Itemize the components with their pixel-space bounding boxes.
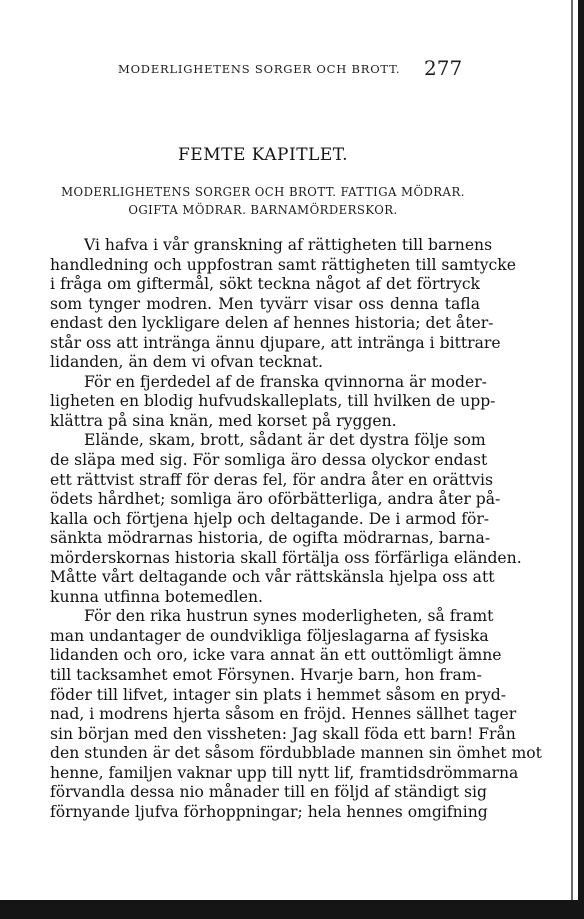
chapter-subtitle-line: MODERLIGHETENS SORGER OCH BROTT. FATTIGA MÖDRAR.	[61, 185, 465, 199]
body-text-line: som tynger modren. Men tyvärr visar oss denna tafla	[50, 294, 480, 313]
body-text-line: förnyande ljufva förhoppningar; hela hennes omgifning	[50, 802, 488, 821]
body-text-line: man undantager de oundvikliga följeslagarna af fysiska	[50, 626, 489, 645]
body-text-line: Elände, skam, brott, sådant är det dystra följe som	[84, 431, 486, 450]
body-text-line: Måtte vårt deltagande och vår rättskänsla hjelpa oss att	[50, 568, 495, 587]
body-text-line: de släpa med sig. För somliga äro dessa olyckor endast	[50, 451, 488, 470]
body-text-line: den stunden är det såsom fördubblade mannen sin ömhet mot	[50, 744, 542, 763]
body-text-line: endast den lyckligare delen af hennes historia; det åter-	[50, 314, 494, 333]
body-text-line: lidanden och oro, icke vara annat än ett outtömligt ämne	[50, 646, 502, 665]
body-text-line: kalla och förtjena hjelp och deltagande. De i armod för-	[50, 509, 490, 528]
chapter-title: FEMTE KAPITLET.	[178, 145, 348, 165]
body-text-line: För den rika hustrun synes moderligheten, så framt	[84, 607, 494, 626]
body-text-line: ödets hårdhet; somliga äro oförbätterliga, andra åter på-	[50, 490, 501, 509]
body-text-line: kunna utfinna botemedlen.	[50, 587, 263, 606]
body-text-line: För en fjerdedel af de franska qvinnorna är moder-	[84, 372, 487, 391]
body-text	[50, 236, 542, 822]
chapter-subtitle	[48, 183, 478, 219]
body-text-line: ett rättvist straff för deras fel, för andra åter en orättvis	[50, 470, 493, 489]
chapter-subtitle-line: OGIFTA MÖDRAR. BARNAMÖRDERSKOR.	[128, 203, 398, 217]
running-header: MODERLIGHETENS SORGER OCH BROTT.	[118, 62, 401, 76]
scan-border-bottom	[0, 900, 584, 919]
page-inner-edge	[571, 0, 573, 905]
body-text-line: förvandla dessa nio månader till en följd af ständigt sig	[50, 783, 487, 802]
body-text-line: sänkta mödrarnas historia, de ogifta mödrarnas, barna-	[50, 529, 491, 548]
body-text-line: sin början med den vissheten: Jag skall föda ett barn! Från	[50, 724, 516, 743]
body-text-line: mörderskornas historia skall förtälja oss förfärliga eländen.	[50, 548, 522, 567]
body-text-line: föder till lifvet, intager sin plats i hemmet såsom en pryd-	[50, 685, 507, 704]
body-text-line: handledning och uppfostran samt rättigheten till samtycke	[50, 255, 516, 274]
body-text-line: ligheten en blodig hufvudskalleplats, till hvilken de upp-	[50, 392, 496, 411]
body-text-line: lidanden, än dem vi ofvan tecknat.	[50, 353, 323, 372]
body-text-line: i fråga om giftermål, sökt teckna något af det förtryck	[50, 275, 480, 294]
body-text-line: henne, familjen vaknar upp till nytt lif, framtidsdrömmarna	[50, 763, 519, 782]
body-text-line: nad, i modrens hjerta såsom en fröjd. Hennes sällhet tager	[50, 705, 517, 724]
body-text-line: till tacksamhet emot Försynen. Hvarje barn, hon fram-	[50, 666, 482, 685]
body-text-line: står oss att inträngа ännu djupare, att inträngа i bittrare	[50, 333, 501, 352]
page-number: 277	[424, 56, 463, 80]
body-text-line: Vi hafva i vår granskning af rättigheten till barnens	[84, 236, 493, 254]
scan-border-right	[578, 0, 584, 919]
body-text-line: klättra på sina knän, med korset på ryggen.	[50, 411, 397, 430]
